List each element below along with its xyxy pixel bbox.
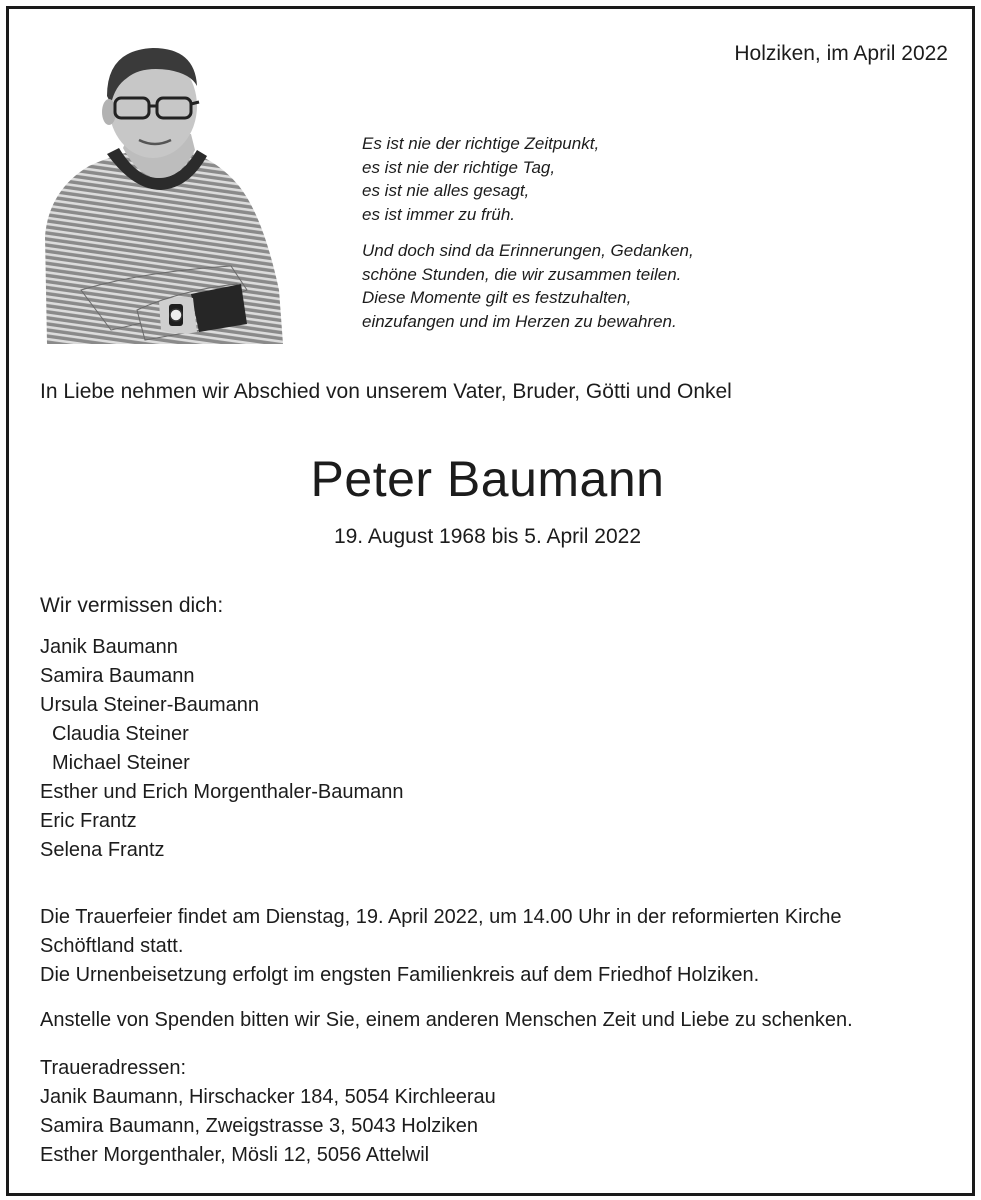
poem-line: Und doch sind da Erinnerungen, Gedanken, <box>362 241 694 260</box>
poem-line: Diese Momente gilt es festzuhalten, <box>362 288 632 307</box>
poem-stanza <box>362 132 694 226</box>
mourner-name: Ursula Steiner-Baumann <box>40 694 259 716</box>
poem-line: es ist nie alles gesagt, <box>362 181 530 200</box>
donation-note <box>40 1006 940 1035</box>
donation-line: Anstelle von Spenden bitten wir Sie, einem anderen Menschen Zeit und Liebe zu schenken. <box>40 1009 853 1031</box>
address-line: Janik Baumann, Hirschacker 184, 5054 Kirchleerau <box>40 1086 496 1108</box>
place-date: Holziken, im April 2022 <box>734 42 948 65</box>
service-line: Die Urnenbeisetzung erfolgt im engsten Familienkreis auf dem Friedhof Holziken. <box>40 964 760 986</box>
memorial-poem <box>362 132 694 346</box>
address-line: Samira Baumann, Zweigstrasse 3, 5043 Holziken <box>40 1115 478 1137</box>
farewell-intro: In Liebe nehmen wir Abschied von unserem Vater, Bruder, Götti und Onkel <box>40 380 732 403</box>
mourner-name: Samira Baumann <box>40 665 195 687</box>
mourning-addresses <box>40 1054 940 1170</box>
mourners-heading: Wir vermissen dich: <box>40 594 224 617</box>
address-line: Esther Morgenthaler, Mösli 12, 5056 Attelwil <box>40 1144 430 1166</box>
deceased-name: Peter Baumann <box>310 451 665 507</box>
mourner-name: Claudia Steiner <box>52 723 189 745</box>
poem-line: schöne Stunden, die wir zusammen teilen. <box>362 264 682 284</box>
mourner-name: Esther und Erich Morgenthaler-Baumann <box>40 781 404 803</box>
mourner-name: Selena Frantz <box>40 839 165 861</box>
service-line: Die Trauerfeier findet am Dienstag, 19. April 2022, um 14.00 Uhr in der reformierten Kirche <box>40 906 842 928</box>
poem-line: einzufangen und im Herzen zu bewahren. <box>362 311 677 331</box>
poem-line: Es ist nie der richtige Zeitpunkt, <box>362 134 600 153</box>
poem-stanza <box>362 239 694 333</box>
mourner-name: Michael Steiner <box>52 752 190 774</box>
poem-line: es ist immer zu früh. <box>362 204 516 224</box>
poem-line: es ist nie der richtige Tag, <box>362 157 556 177</box>
mourner-name: Janik Baumann <box>40 636 178 658</box>
service-info <box>40 903 940 990</box>
mourner-name: Eric Frantz <box>40 810 137 832</box>
mourners-list <box>40 633 404 865</box>
addresses-heading: Traueradressen: <box>40 1057 186 1079</box>
life-dates: 19. August 1968 bis 5. April 2022 <box>333 525 642 548</box>
service-line: Schöftland statt. <box>40 935 184 957</box>
portrait-photo <box>41 40 285 344</box>
